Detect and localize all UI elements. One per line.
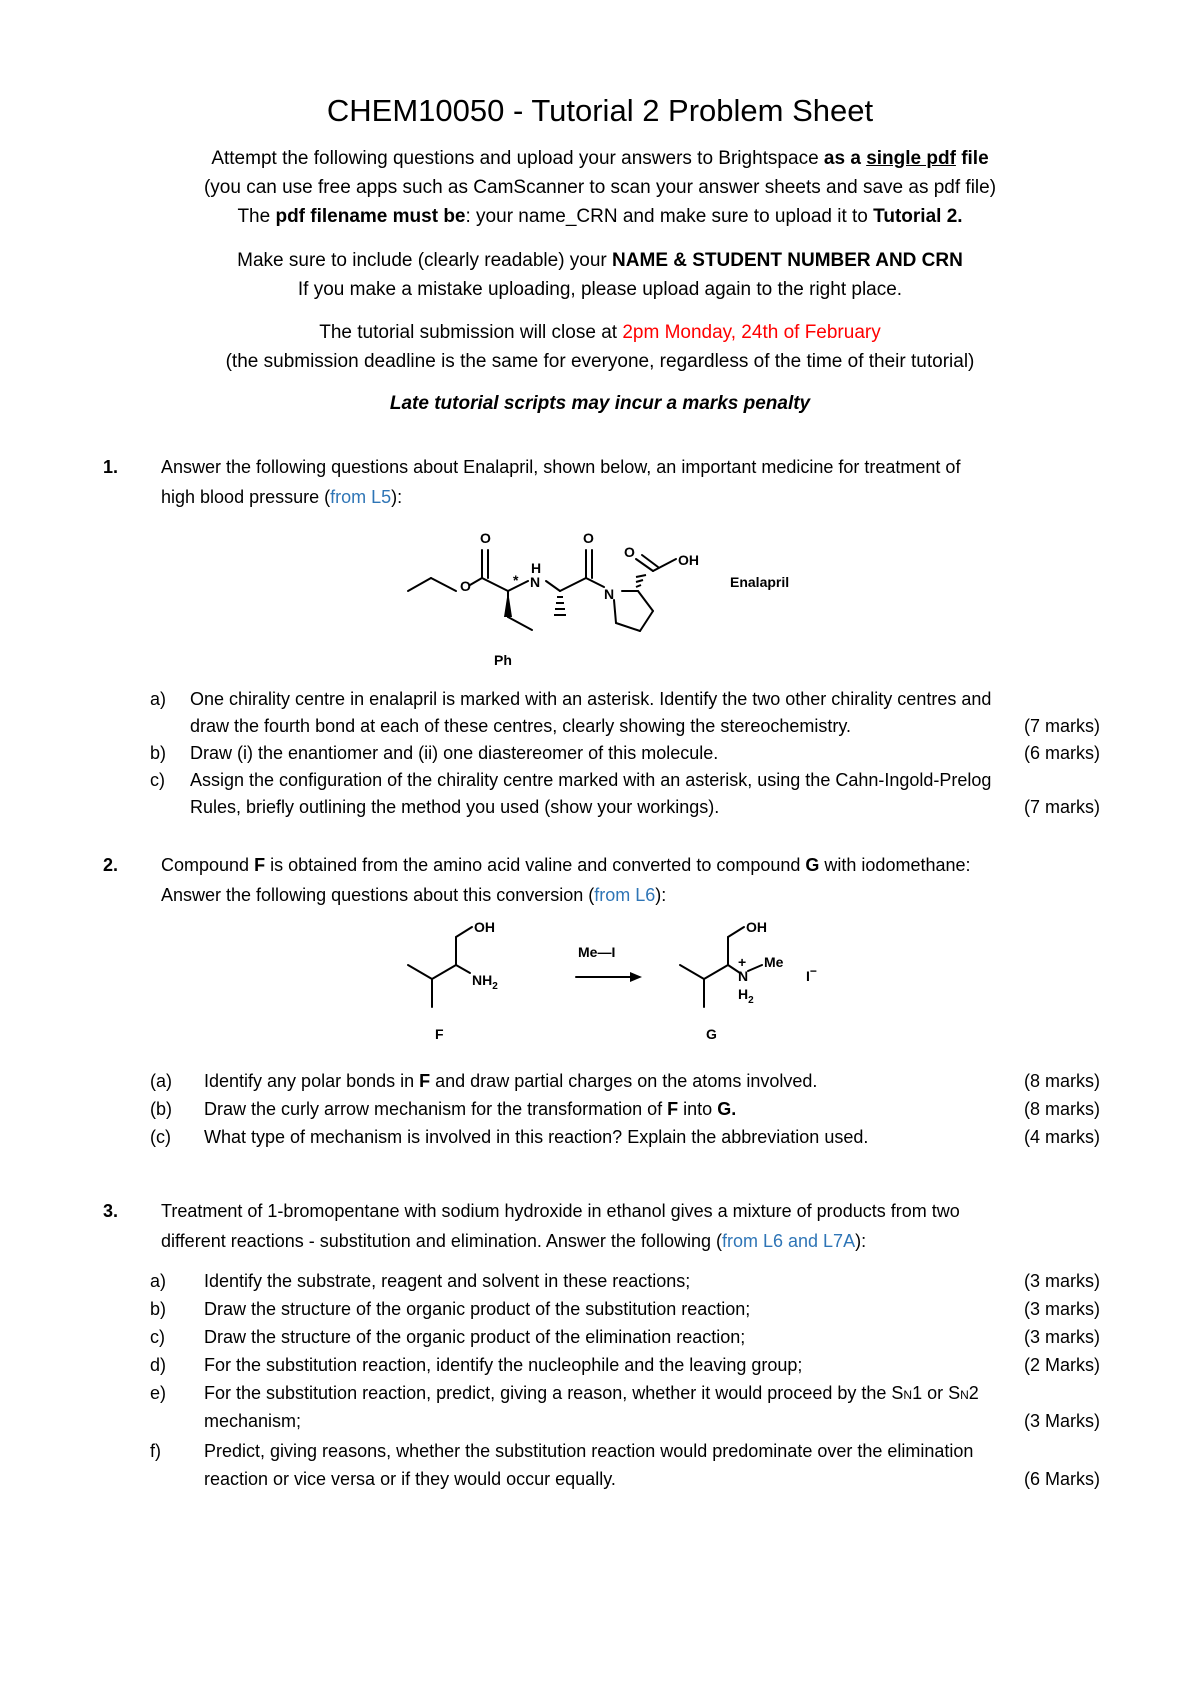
phenyl-label: Ph bbox=[494, 652, 512, 668]
enalapril-structure bbox=[400, 515, 820, 675]
g-hydroxyl-label: OH bbox=[746, 919, 767, 935]
question-2-text-line1: Compound F is obtained from the amino acid valine and converted to compound G with iodomethane: bbox=[161, 855, 971, 875]
q3-part-f: f) Predict, giving reasons, whether the substitution reaction would predominate over the elimination bbox=[150, 1441, 974, 1461]
q1-part-c-line2: Rules, briefly outlining the method you used (show your workings). (7 marks) bbox=[190, 797, 1100, 817]
q3-part-a: a) Identify the substrate, reagent and solvent in these reactions; (3 marks) bbox=[150, 1271, 1100, 1291]
deadline-line: The tutorial submission will close at 2pm Monday, 24th of February bbox=[319, 322, 881, 343]
q1-part-a: a) One chirality centre in enalapril is marked with an asterisk. Identify the two other chirality centres and bbox=[150, 689, 992, 709]
g-nitrogen-label: N bbox=[738, 968, 749, 984]
enalapril-name-label: Enalapril bbox=[730, 574, 790, 590]
carbonyl-oxygen-3-label: O bbox=[624, 544, 635, 560]
q1-part-a-line2: draw the fourth bond at each of these centres, clearly showing the stereochemistry. (7 marks) bbox=[190, 716, 1100, 736]
carbonyl-oxygen-1-label: O bbox=[480, 530, 491, 546]
ester-oxygen-label: O bbox=[460, 578, 471, 594]
g-methyl-label: Me bbox=[764, 954, 784, 970]
instruction-line-1: Attempt the following questions and upload your answers to Brightspace as a single pdf file bbox=[211, 148, 989, 169]
g-h2-label: $H_2$ bbox=[738, 986, 754, 1006]
instruction-line-4: Make sure to include (clearly readable) your NAME & STUDENT NUMBER AND CRN bbox=[237, 250, 963, 271]
iodide-label: I− bbox=[806, 964, 817, 984]
instruction-line-2: (you can use free apps such as CamScanner to scan your answer sheets and save as pdf file) bbox=[203, 177, 997, 198]
question-2-text-line2: Answer the following questions about this conversion (from L6): bbox=[161, 885, 667, 905]
amine-h-label: H bbox=[531, 560, 542, 576]
carbonyl-oxygen-2-label: O bbox=[583, 530, 594, 546]
compound-f-label: F bbox=[435, 1026, 444, 1042]
asterisk-label: * bbox=[513, 572, 519, 588]
question-1-text-line1: Answer the following questions about Enalapril, shown below, an important medicine for treatment of bbox=[161, 457, 961, 477]
q3-part-c: c) Draw the structure of the organic product of the elimination reaction; (3 marks) bbox=[150, 1327, 1100, 1347]
question-3-number: 3. bbox=[103, 1201, 119, 1221]
instruction-line-3: The pdf filename must be: your name_CRN and make sure to upload it to Tutorial 2. bbox=[237, 206, 963, 227]
late-penalty-note: Late tutorial scripts may incur a marks penalty bbox=[389, 393, 811, 414]
instruction-line-5: If you make a mistake uploading, please upload again to the right place. bbox=[297, 279, 903, 300]
deadline-note: (the submission deadline is the same for everyone, regardless of the time of their tutorial) bbox=[225, 351, 975, 372]
question-3-text-line2: different reactions - substitution and elimination. Answer the following (from L6 and L7A): bbox=[161, 1231, 867, 1251]
q1-part-c: c) Assign the configuration of the chirality centre marked with an asterisk, using the Cahn-Ingold-Prelog bbox=[150, 770, 992, 790]
g-plus-label: + bbox=[738, 954, 747, 970]
ring-n-label: N bbox=[604, 586, 615, 602]
q3-part-d: d) For the substitution reaction, identify the nucleophile and the leaving group; (2 Marks) bbox=[150, 1355, 1100, 1375]
page-title: CHEM10050 - Tutorial 2 Problem Sheet bbox=[326, 93, 874, 128]
reagent-label: Me—I bbox=[578, 944, 616, 960]
q2-part-b: (b) Draw the curly arrow mechanism for the transformation of F into G. (8 marks) bbox=[150, 1099, 1100, 1119]
hydroxyl-label: OH bbox=[678, 552, 699, 568]
question-1-number: 1. bbox=[103, 457, 119, 477]
question-2-number: 2. bbox=[103, 855, 119, 875]
f-amine-label: $NH_2$ bbox=[472, 972, 498, 992]
q3-part-e: e) For the substitution reaction, predict, giving a reason, whether it would proceed by the SN1 or SN2 bbox=[150, 1383, 979, 1403]
reaction-scheme bbox=[390, 915, 870, 1055]
compound-g-label: G bbox=[706, 1026, 717, 1042]
q3-part-f-line2: reaction or vice versa or if they would occur equally. (6 Marks) bbox=[204, 1469, 1100, 1489]
q3-part-e-line2: mechanism; (3 Marks) bbox=[204, 1411, 1100, 1431]
q2-part-a: (a) Identify any polar bonds in F and draw partial charges on the atoms involved. (8 marks) bbox=[150, 1071, 1100, 1091]
amine-n-label: N bbox=[530, 574, 541, 590]
question-3-text-line1: Treatment of 1-bromopentane with sodium hydroxide in ethanol gives a mixture of products from two bbox=[161, 1201, 960, 1221]
q3-part-b: b) Draw the structure of the organic product of the substitution reaction; (3 marks) bbox=[150, 1299, 1100, 1319]
f-hydroxyl-label: OH bbox=[474, 919, 495, 935]
question-1-text-line2: high blood pressure (from L5): bbox=[161, 487, 403, 507]
q2-part-c: (c) What type of mechanism is involved in this reaction? Explain the abbreviation used. (4 marks) bbox=[150, 1127, 1100, 1147]
q1-part-b: b) Draw (i) the enantiomer and (ii) one diastereomer of this molecule. (6 marks) bbox=[150, 743, 1100, 763]
